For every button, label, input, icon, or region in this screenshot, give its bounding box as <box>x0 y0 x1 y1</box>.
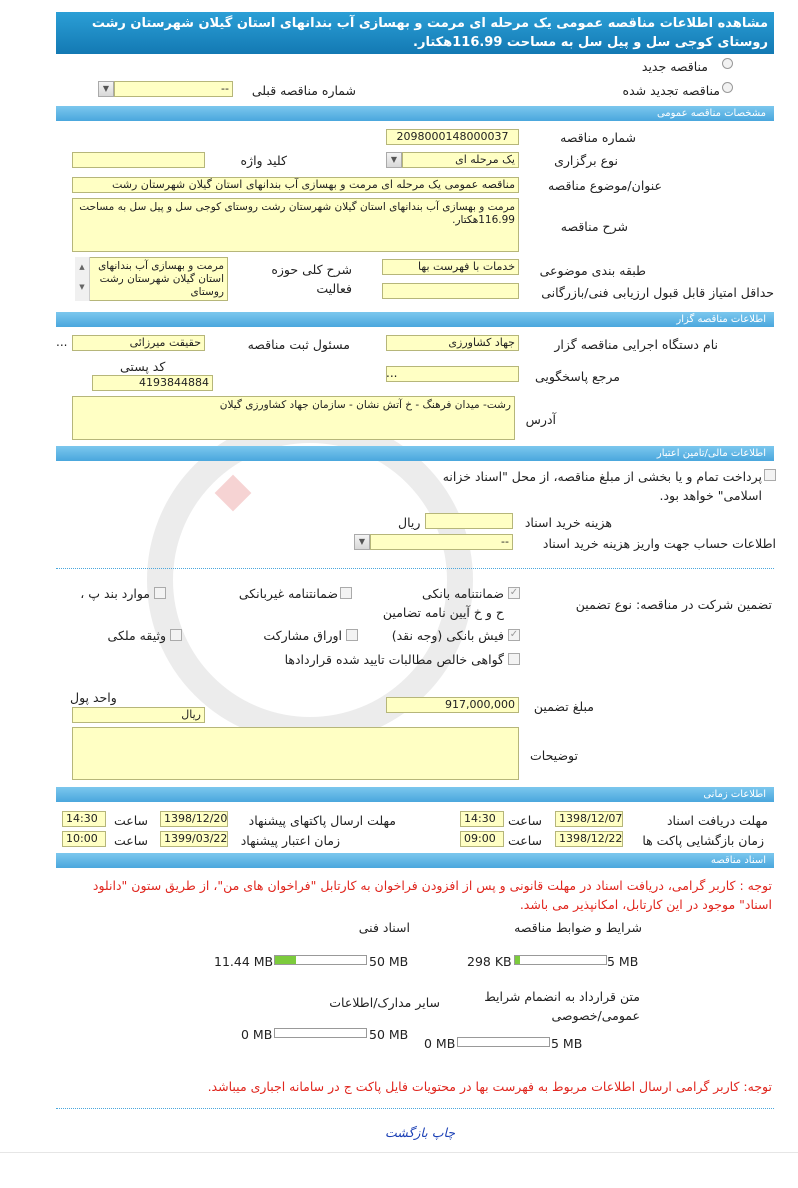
description-label: شرح مناقصه <box>560 219 628 234</box>
file-name: سایر مدارک/اطلاعات <box>329 995 440 1010</box>
file-max-size: 5 MB <box>607 954 639 969</box>
address-field: رشت- میدان فرهنگ - خ آتش نشان - سازمان جهاد کشاورزی گیلان <box>72 396 515 440</box>
opening-time: 09:00 <box>460 831 504 847</box>
new-tender-radio[interactable] <box>722 58 733 69</box>
cash-receipt-checkbox[interactable]: ✓ <box>509 629 519 640</box>
opening-time-label: ساعت <box>507 833 542 848</box>
file-size-progress <box>457 1037 550 1047</box>
reference-field <box>386 366 519 382</box>
registrar-label: مسئول ثبت مناقصه <box>247 337 350 352</box>
divider <box>56 568 774 569</box>
file-used-size: 298 KB <box>467 954 512 969</box>
previous-number-chevron-down-icon[interactable]: ▼ <box>98 81 114 97</box>
section-header-financial: اطلاعات مالی/تامین اعتبار <box>56 446 774 461</box>
activity-listbox[interactable]: مرمت و بهسازی آب بندانهای استان گیلان شهرستان رشت روستای <box>75 257 228 301</box>
file-size-progress-fill <box>275 956 296 964</box>
send-deadline-time: 14:30 <box>62 811 106 827</box>
currency-unit-field: ریال <box>72 707 205 723</box>
agency-field: جهاد کشاورزی <box>386 335 519 351</box>
bylaw-label: ح و خ آیین نامه تضامین <box>382 605 504 620</box>
property-checkbox[interactable] <box>170 629 182 641</box>
file-size-progress <box>274 955 367 965</box>
receive-deadline-time-label: ساعت <box>507 813 542 828</box>
opening-label: زمان بازگشایی پاکت ها <box>642 833 764 848</box>
page-title: مشاهده اطلاعات مناقصه عمومی یک مرحله ای مرمت و بهسازی آب بندانهای استان گیلان شهرستان رشت روستای کوجی سل و پیل سل به مساحت 116.99هکتار. <box>56 12 774 54</box>
holding-type-label: نوع برگزاری <box>554 153 618 168</box>
validity-date: 1399/03/22 <box>160 831 228 847</box>
receive-deadline-time: 14:30 <box>460 811 504 827</box>
tender-number-field: 2098000148000037 <box>386 129 519 145</box>
file-max-size: 5 MB <box>551 1036 583 1051</box>
description-field: مرمت و بهسازی آب بندانهای استان گیلان شهرستان رشت روستای کوجی سل و پیل سل به مساحت 116.99هکتار. <box>72 198 519 252</box>
file-name: شرایط و ضوابط مناقصه <box>514 920 642 935</box>
file-used-size: 0 MB <box>424 1036 456 1051</box>
items-checkbox[interactable] <box>154 587 166 599</box>
guarantee-amount-label: مبلغ تضمین <box>533 699 594 714</box>
keyword-input[interactable] <box>72 152 205 168</box>
file-used-size: 0 MB <box>241 1027 273 1042</box>
subject-field: مناقصه عمومی یک مرحله ای مرمت و بهسازی آب بندانهای استان گیلان شهرستان رشت <box>72 177 519 193</box>
documents-note: توجه : کاربر گرامی، دریافت اسناد در مهلت قانونی و پس از افزودن فراخوان به کارتابل "فراخوان های من"، از طریق ستون "دانلود اسناد" موجود در این کارتابل، امکانپذیر می باشد. <box>92 878 772 912</box>
keyword-label: کلید واژه <box>240 153 287 168</box>
guarantee-title: تضمین شرکت در مناقصه: <box>636 597 772 612</box>
send-deadline-date: 1398/12/20 <box>160 811 228 827</box>
holding-type-select[interactable]: یک مرحله ای <box>402 152 519 168</box>
renewed-tender-label: مناقصه تجدید شده <box>622 83 720 98</box>
net-claims-checkbox[interactable] <box>508 653 520 665</box>
renewed-tender-radio[interactable] <box>722 82 733 93</box>
send-deadline-time-label: ساعت <box>113 813 148 828</box>
previous-number-label: شماره مناقصه قبلی <box>251 83 356 98</box>
non-bank-guarantee-checkbox[interactable] <box>340 587 352 599</box>
guarantee-type-label: نوع تضمین <box>575 597 632 612</box>
property-label: وثیقه ملکی <box>107 628 166 643</box>
subject-label: عنوان/موضوع مناقصه <box>547 178 662 193</box>
send-deadline-label: مهلت ارسال پاکتهای پیشنهاد <box>248 813 396 828</box>
file-name: متن قرارداد به انضمام شرایط عمومی/خصوصی <box>484 989 640 1023</box>
doc-cost-field <box>425 513 513 529</box>
guarantee-amount-field: 917,000,000 <box>386 697 519 713</box>
agency-label: نام دستگاه اجرایی مناقصه گزار <box>554 337 718 352</box>
postal-code-label: کد پستی <box>120 359 166 374</box>
validity-label: زمان اعتبار پیشنهاد <box>240 833 340 848</box>
registrar-field: حقیقت میرزائی <box>72 335 205 351</box>
non-bank-guarantee-label: ضمانتنامه غیربانکی <box>238 586 338 601</box>
account-chevron-down-icon[interactable]: ▼ <box>354 534 370 550</box>
min-score-label: حداقل امتیاز قابل قبول ارزیابی فنی/بازرگانی <box>541 285 774 300</box>
min-score-field <box>382 283 519 299</box>
file-max-size: 50 MB <box>369 1027 409 1042</box>
activity-label: شرح کلی حوزه فعالیت <box>271 262 352 296</box>
account-select[interactable]: -- <box>370 534 513 550</box>
file-used-size: 11.44 MB <box>214 954 274 969</box>
section-header-timing: اطلاعات زمانی <box>56 787 774 802</box>
address-label: آدرس <box>525 412 556 427</box>
file-size-progress-fill <box>515 956 520 964</box>
reference-more-button[interactable]: ... <box>386 366 398 380</box>
treasury-checkbox[interactable] <box>764 469 776 481</box>
previous-number-select[interactable]: -- <box>114 81 233 97</box>
doc-cost-currency: ریال <box>398 515 421 530</box>
print-link[interactable]: چاپ <box>431 1125 455 1140</box>
new-tender-label: مناقصه جدید <box>641 59 708 74</box>
items-label: موارد بند پ ، <box>80 586 150 601</box>
notes-label: توضیحات <box>530 748 578 763</box>
back-link[interactable]: بازگشت <box>385 1125 428 1140</box>
bonds-checkbox[interactable] <box>346 629 358 641</box>
holding-type-chevron-down-icon[interactable]: ▼ <box>386 152 402 168</box>
receive-deadline-label: مهلت دریافت اسناد <box>666 813 768 828</box>
section-header-documents: اسناد مناقصه <box>56 853 774 868</box>
reference-label: مرجع پاسخگویی <box>534 369 620 384</box>
notes-field <box>72 727 519 780</box>
section-header-general: مشخصات مناقصه عمومی <box>56 106 774 121</box>
tender-number-label: شماره مناقصه <box>560 130 636 145</box>
file-size-progress <box>514 955 607 965</box>
postal-code-field: 4193844884 <box>92 375 213 391</box>
account-label: اطلاعات حساب جهت واریز هزینه خرید اسناد <box>542 536 776 551</box>
price-list-note: توجه: کاربر گرامی ارسال اطلاعات مربوط به فهرست بها در محتویات فایل پاکت ج در سامانه اجباری میباشد. <box>207 1079 772 1094</box>
page-bottom-border <box>0 1152 798 1153</box>
file-size-progress <box>274 1028 367 1038</box>
footer-links <box>360 1125 480 1140</box>
opening-date: 1398/12/22 <box>555 831 623 847</box>
file-name: اسناد فنی <box>358 920 410 935</box>
currency-unit-label: واحد پول <box>70 690 117 705</box>
bank-guarantee-checkbox[interactable]: ✓ <box>509 587 519 598</box>
doc-cost-label: هزینه خرید اسناد <box>524 515 612 530</box>
section-header-organizer: اطلاعات مناقصه گزار <box>56 312 774 327</box>
divider <box>56 1108 774 1109</box>
validity-time-label: ساعت <box>113 833 148 848</box>
bonds-label: اوراق مشارکت <box>263 628 342 643</box>
registrar-more-button[interactable]: ... <box>56 335 68 349</box>
category-label: طبقه بندی موضوعی <box>539 263 646 278</box>
bank-guarantee-label: ضمانتنامه بانکی <box>422 586 504 601</box>
file-max-size: 50 MB <box>369 954 409 969</box>
activity-scrollbar[interactable]: ▲ ▼ <box>75 257 90 301</box>
category-field: خدمات با فهرست بها <box>382 259 519 275</box>
cash-receipt-label: فیش بانکی (وجه نقد) <box>391 628 504 643</box>
treasury-text: پرداخت تمام و یا بخشی از مبلغ مناقصه، از محل "اسناد خزانه اسلامی" خواهد بود. <box>442 469 762 503</box>
validity-time: 10:00 <box>62 831 106 847</box>
receive-deadline-date: 1398/12/07 <box>555 811 623 827</box>
net-claims-label: گواهی خالص مطالبات تایید شده قراردادها <box>284 652 504 667</box>
